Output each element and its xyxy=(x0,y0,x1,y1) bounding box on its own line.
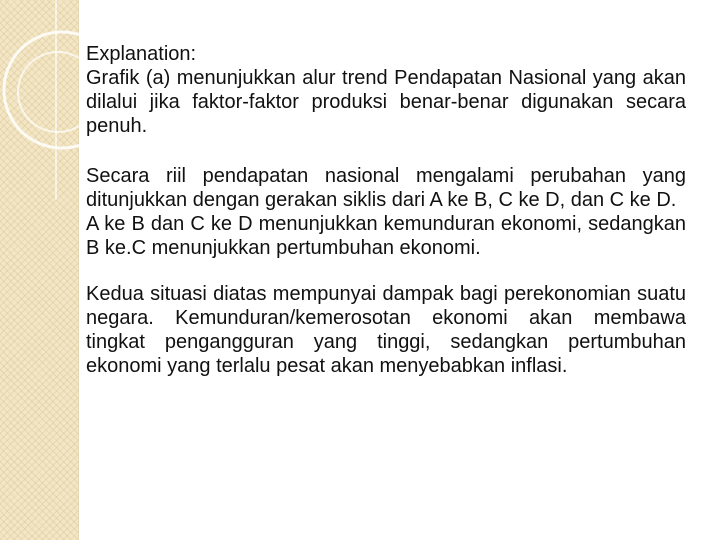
paragraph-1-text: Grafik (a) menunjukkan alur trend Pendapatan Nasional yang akan dilalui jika faktor-faktor produksi benar-benar digunakan secara penuh. xyxy=(86,67,686,137)
slide-heading: Explanation: xyxy=(86,43,197,65)
paragraph-3-text: A ke B dan C ke D menunjukkan kemunduran ekonomi, sedangkan B ke.C menunjukkan pertumbuhan ekonomi. xyxy=(86,213,686,259)
paragraph-explanation xyxy=(86,42,686,138)
paragraph-4 xyxy=(86,282,686,378)
paragraph-3 xyxy=(86,212,686,260)
slide-body xyxy=(86,42,686,378)
paragraph-2-text: Secara riil pendapatan nasional mengalami perubahan yang ditunjukkan dengan gerakan siklis dari A ke B, C ke D, dan C ke D. xyxy=(86,165,686,211)
decorative-side-band xyxy=(0,0,79,540)
paragraph-2 xyxy=(86,164,686,212)
paragraph-4-text: Kedua situasi diatas mempunyai dampak bagi perekonomian suatu negara. Kemunduran/kemerosotan ekonomi akan membawa tingkat pengangguran yang tinggi, sedangkan pertumbuhan ekonomi yang terlalu pesat akan menyebabkan inflasi. xyxy=(86,283,686,377)
